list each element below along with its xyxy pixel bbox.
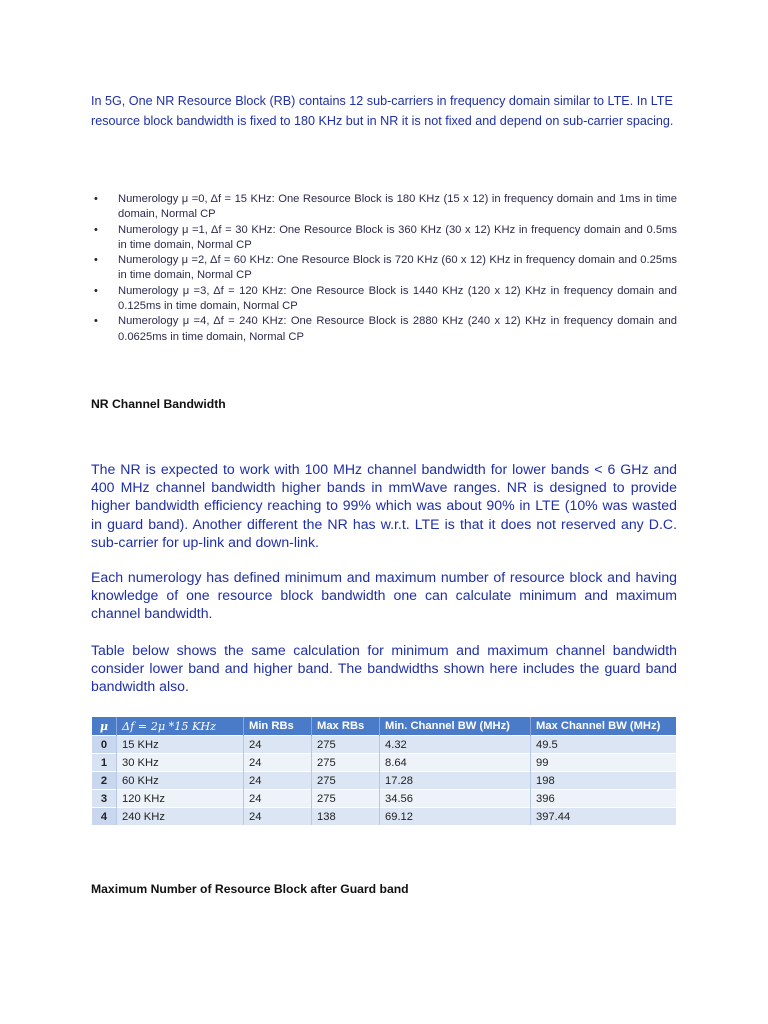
table-cell: 275 xyxy=(312,754,380,772)
table-cell: 2 xyxy=(92,772,117,790)
table-cell: 69.12 xyxy=(380,808,531,826)
list-item: • Numerology μ =1, Δf = 30 KHz: One Resource Block is 360 KHz (30 x 12) KHz in frequency domain and 0.5ms in time domain, Normal CP xyxy=(94,223,677,251)
bullet-icon: • xyxy=(94,284,98,297)
intro-paragraph: In 5G, One NR Resource Block (RB) contains 12 sub-carriers in frequency domain similar to LTE. In LTE resource block bandwidth is fixed to 180 KHz but in NR it is not fixed and depend on sub-carrier spacing. xyxy=(91,94,674,128)
bullet-icon: • xyxy=(94,223,98,236)
table-header-row xyxy=(92,717,676,736)
list-item: • Numerology μ =2, Δf = 60 KHz: One Resource Block is 720 KHz (60 x 12) KHz in frequency domain and 0.25ms in time domain, Normal CP xyxy=(94,254,677,282)
column-header: Min RBs xyxy=(244,717,312,736)
numerology-paragraph: Each numerology has defined minimum and maximum number of resource block and having knowledge of one resource block bandwidth one can calculate minimum and maximum channel bandwidth. xyxy=(91,569,677,622)
table-cell: 1 xyxy=(92,754,117,772)
table-cell: 397.44 xyxy=(531,808,677,826)
table-cell: 275 xyxy=(312,790,380,808)
table-cell: 120 KHz xyxy=(117,790,244,808)
table-cell: 275 xyxy=(312,736,380,754)
table-row xyxy=(92,790,676,808)
table-cell: 17.28 xyxy=(380,772,531,790)
column-header: Max RBs xyxy=(312,717,380,736)
section-heading-max-resource-block: Maximum Number of Resource Block after Guard band xyxy=(91,882,409,896)
table-cell: 24 xyxy=(244,736,312,754)
table-cell: 138 xyxy=(312,808,380,826)
table-cell: 15 KHz xyxy=(117,736,244,754)
table-cell: 24 xyxy=(244,808,312,826)
table-cell: 3 xyxy=(92,790,117,808)
list-item: • Numerology μ =0, Δf = 15 KHz: One Resource Block is 180 KHz (15 x 12) in frequency domain and 1ms in time domain, Normal CP xyxy=(94,193,677,221)
section-heading-channel-bandwidth: NR Channel Bandwidth xyxy=(91,397,226,411)
table-row xyxy=(92,808,676,826)
table-cell: 240 KHz xyxy=(117,808,244,826)
table-cell: 4.32 xyxy=(380,736,531,754)
table-cell: 49.5 xyxy=(531,736,677,754)
table-cell: 24 xyxy=(244,772,312,790)
numerology-list xyxy=(92,192,677,345)
table-cell: 24 xyxy=(244,790,312,808)
table-cell: 60 KHz xyxy=(117,772,244,790)
table-row xyxy=(92,772,676,790)
list-item: • Numerology μ =3, Δf = 120 KHz: One Resource Block is 1440 KHz (120 x 12) KHz in frequency domain and 0.125ms in time domain, Normal CP xyxy=(94,284,677,313)
table-cell: 396 xyxy=(531,790,677,808)
column-header: μ xyxy=(92,717,117,736)
table-cell: 4 xyxy=(92,808,117,826)
table-cell: 0 xyxy=(92,736,117,754)
table-intro-paragraph: Table below shows the same calculation for minimum and maximum channel bandwidth consider lower band and higher band. The bandwidths shown here includes the guard band bandwidth also. xyxy=(91,642,677,695)
channel-bandwidth-table xyxy=(92,717,676,825)
table-row xyxy=(92,754,676,772)
table-cell: 8.64 xyxy=(380,754,531,772)
table-cell: 30 KHz xyxy=(117,754,244,772)
table-cell: 34.56 xyxy=(380,790,531,808)
bandwidth-paragraph: The NR is expected to work with 100 MHz channel bandwidth for lower bands < 6 GHz and 400 MHz channel bandwidth higher bands in mmWave ranges. NR is designed to provide higher bandwidth efficiency reaching to 99% which was about 90% in LTE (10% was wasted in guard band). Another different the NR has w.r.t. LTE is that it does not reserved any D.C. sub-carrier for up-link and down-link. xyxy=(91,461,677,550)
bullet-icon: • xyxy=(94,193,98,205)
table-cell: 24 xyxy=(244,754,312,772)
table-row xyxy=(92,736,676,754)
column-header: Max Channel BW (MHz) xyxy=(531,717,677,736)
table-cell: 275 xyxy=(312,772,380,790)
column-header: Δf = 2μ *15 KHz xyxy=(117,717,244,736)
table-cell: 99 xyxy=(531,754,677,772)
bullet-icon: • xyxy=(94,254,98,267)
bullet-icon: • xyxy=(94,315,98,328)
list-item: • Numerology μ =4, Δf = 240 KHz: One Resource Block is 2880 KHz (240 x 12) KHz in frequency domain and 0.0625ms in time domain, Normal CP xyxy=(94,315,677,343)
table-cell: 198 xyxy=(531,772,677,790)
column-header: Min. Channel BW (MHz) xyxy=(380,717,531,736)
